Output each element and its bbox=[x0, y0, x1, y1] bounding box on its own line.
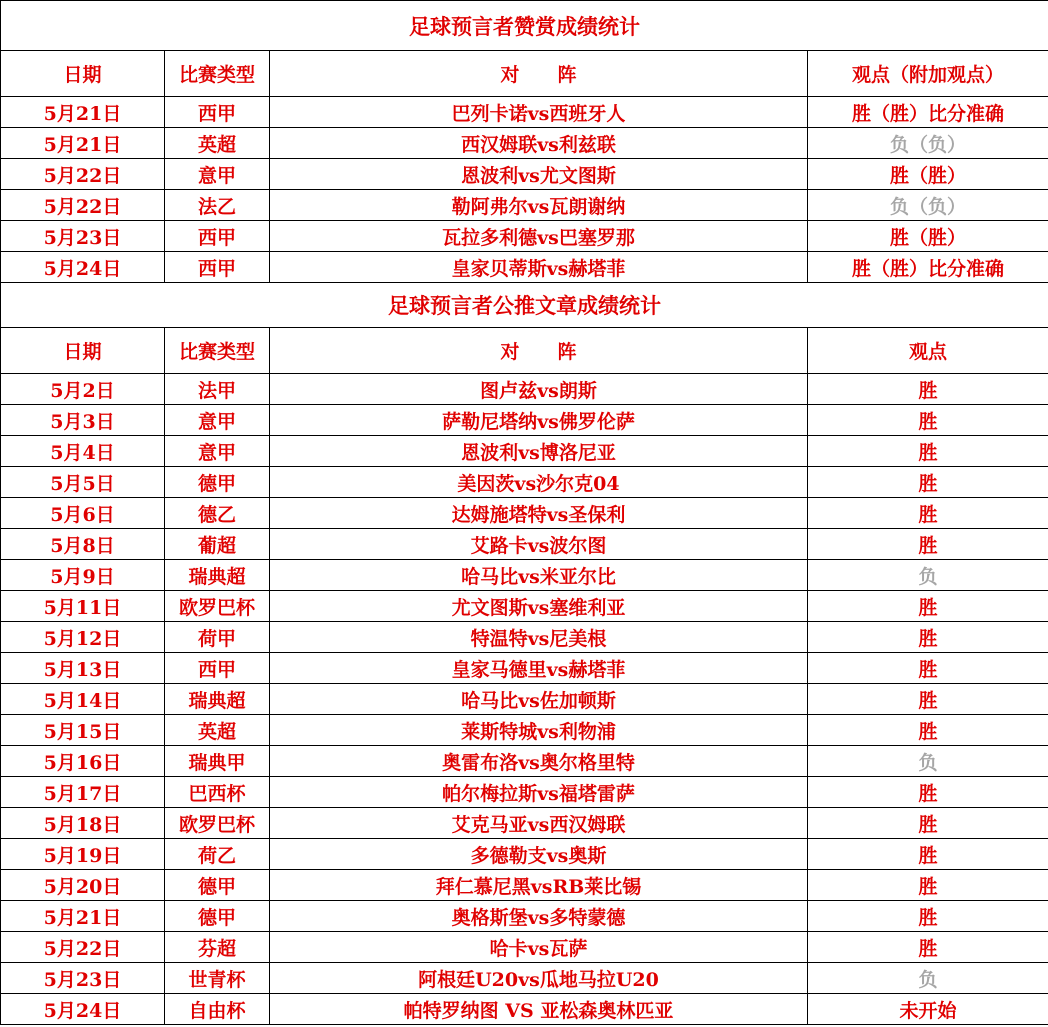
date-cell: 5月21日 bbox=[1, 97, 165, 128]
section2-body bbox=[1, 283, 1048, 374]
match-cell: 达姆施塔特vs圣保利 bbox=[270, 498, 808, 529]
date-cell: 5月17日 bbox=[1, 777, 165, 808]
table-row bbox=[1, 653, 1048, 684]
date-cell: 5月12日 bbox=[1, 622, 165, 653]
header-view: 观点（附加观点） bbox=[808, 51, 1048, 97]
type-cell: 法甲 bbox=[165, 374, 270, 405]
type-cell: 西甲 bbox=[165, 221, 270, 252]
table-row bbox=[1, 684, 1048, 715]
table-row bbox=[1, 808, 1048, 839]
view-cell: 胜 bbox=[808, 374, 1048, 405]
header-type: 比赛类型 bbox=[165, 51, 270, 97]
view-cell: 胜（胜） bbox=[808, 159, 1048, 190]
table-row bbox=[1, 932, 1048, 963]
table-row bbox=[1, 190, 1048, 221]
table-row bbox=[1, 405, 1048, 436]
view-cell: 胜 bbox=[808, 467, 1048, 498]
match-cell: 恩波利vs尤文图斯 bbox=[270, 159, 808, 190]
type-cell: 自由杯 bbox=[165, 994, 270, 1025]
section2-rows bbox=[1, 374, 1048, 1025]
table-row bbox=[1, 159, 1048, 190]
section1-header-row bbox=[1, 51, 1048, 97]
header-view: 观点 bbox=[808, 328, 1048, 374]
date-cell: 5月20日 bbox=[1, 870, 165, 901]
table-row bbox=[1, 252, 1048, 283]
type-cell: 欧罗巴杯 bbox=[165, 591, 270, 622]
view-cell: 负 bbox=[808, 560, 1048, 591]
view-cell: 负（负） bbox=[808, 128, 1048, 159]
date-cell: 5月5日 bbox=[1, 467, 165, 498]
view-cell: 胜 bbox=[808, 684, 1048, 715]
date-cell: 5月16日 bbox=[1, 746, 165, 777]
date-cell: 5月23日 bbox=[1, 221, 165, 252]
type-cell: 欧罗巴杯 bbox=[165, 808, 270, 839]
view-cell: 胜 bbox=[808, 932, 1048, 963]
view-cell: 负 bbox=[808, 963, 1048, 994]
match-cell: 皇家马德里vs赫塔菲 bbox=[270, 653, 808, 684]
type-cell: 西甲 bbox=[165, 252, 270, 283]
view-cell: 胜 bbox=[808, 591, 1048, 622]
view-cell: 胜（胜） bbox=[808, 221, 1048, 252]
type-cell: 德乙 bbox=[165, 498, 270, 529]
table-row bbox=[1, 870, 1048, 901]
table-row bbox=[1, 498, 1048, 529]
type-cell: 世青杯 bbox=[165, 963, 270, 994]
match-cell: 拜仁慕尼黑vsRB莱比锡 bbox=[270, 870, 808, 901]
match-cell: 萨勒尼塔纳vs佛罗伦萨 bbox=[270, 405, 808, 436]
type-cell: 意甲 bbox=[165, 436, 270, 467]
view-cell: 负 bbox=[808, 746, 1048, 777]
match-cell: 帕尔梅拉斯vs福塔雷萨 bbox=[270, 777, 808, 808]
section1-rows bbox=[1, 97, 1048, 283]
date-cell: 5月24日 bbox=[1, 252, 165, 283]
table-row bbox=[1, 221, 1048, 252]
match-cell: 西汉姆联vs利兹联 bbox=[270, 128, 808, 159]
view-cell: 胜 bbox=[808, 808, 1048, 839]
type-cell: 法乙 bbox=[165, 190, 270, 221]
match-cell: 尤文图斯vs塞维利亚 bbox=[270, 591, 808, 622]
date-cell: 5月21日 bbox=[1, 901, 165, 932]
type-cell: 荷乙 bbox=[165, 839, 270, 870]
type-cell: 巴西杯 bbox=[165, 777, 270, 808]
date-cell: 5月22日 bbox=[1, 190, 165, 221]
type-cell: 德甲 bbox=[165, 467, 270, 498]
type-cell: 葡超 bbox=[165, 529, 270, 560]
match-cell: 奥格斯堡vs多特蒙德 bbox=[270, 901, 808, 932]
type-cell: 英超 bbox=[165, 715, 270, 746]
view-cell: 胜（胜）比分准确 bbox=[808, 97, 1048, 128]
match-cell: 巴列卡诺vs西班牙人 bbox=[270, 97, 808, 128]
date-cell: 5月19日 bbox=[1, 839, 165, 870]
section2-header-row bbox=[1, 328, 1048, 374]
type-cell: 瑞典甲 bbox=[165, 746, 270, 777]
view-cell: 胜 bbox=[808, 839, 1048, 870]
date-cell: 5月13日 bbox=[1, 653, 165, 684]
table-row bbox=[1, 839, 1048, 870]
match-cell: 帕特罗纳图 VS 亚松森奥林匹亚 bbox=[270, 994, 808, 1025]
type-cell: 德甲 bbox=[165, 901, 270, 932]
table-row bbox=[1, 436, 1048, 467]
date-cell: 5月18日 bbox=[1, 808, 165, 839]
match-cell: 哈卡vs瓦萨 bbox=[270, 932, 808, 963]
section1-title: 足球预言者赞赏成绩统计 bbox=[1, 1, 1048, 51]
table-row bbox=[1, 467, 1048, 498]
header-match: 对 阵 bbox=[270, 51, 808, 97]
view-cell: 胜 bbox=[808, 529, 1048, 560]
section2-title: 足球预言者公推文章成绩统计 bbox=[1, 283, 1048, 328]
table-row bbox=[1, 994, 1048, 1025]
match-cell: 勒阿弗尔vs瓦朗谢纳 bbox=[270, 190, 808, 221]
table-row bbox=[1, 622, 1048, 653]
date-cell: 5月6日 bbox=[1, 498, 165, 529]
match-cell: 瓦拉多利德vs巴塞罗那 bbox=[270, 221, 808, 252]
match-cell: 莱斯特城vs利物浦 bbox=[270, 715, 808, 746]
view-cell: 胜 bbox=[808, 870, 1048, 901]
type-cell: 意甲 bbox=[165, 159, 270, 190]
match-cell: 哈马比vs佐加顿斯 bbox=[270, 684, 808, 715]
date-cell: 5月21日 bbox=[1, 128, 165, 159]
date-cell: 5月23日 bbox=[1, 963, 165, 994]
table-row bbox=[1, 97, 1048, 128]
match-cell: 美因茨vs沙尔克04 bbox=[270, 467, 808, 498]
type-cell: 瑞典超 bbox=[165, 684, 270, 715]
date-cell: 5月14日 bbox=[1, 684, 165, 715]
view-cell: 胜（胜）比分准确 bbox=[808, 252, 1048, 283]
type-cell: 荷甲 bbox=[165, 622, 270, 653]
table-row bbox=[1, 901, 1048, 932]
view-cell: 胜 bbox=[808, 777, 1048, 808]
header-match: 对 阵 bbox=[270, 328, 808, 374]
view-cell: 胜 bbox=[808, 405, 1048, 436]
header-date: 日期 bbox=[1, 51, 165, 97]
header-date: 日期 bbox=[1, 328, 165, 374]
view-cell: 未开始 bbox=[808, 994, 1048, 1025]
type-cell: 西甲 bbox=[165, 653, 270, 684]
view-cell: 胜 bbox=[808, 715, 1048, 746]
view-cell: 胜 bbox=[808, 901, 1048, 932]
table-row bbox=[1, 374, 1048, 405]
match-cell: 奥雷布洛vs奥尔格里特 bbox=[270, 746, 808, 777]
view-cell: 胜 bbox=[808, 436, 1048, 467]
type-cell: 英超 bbox=[165, 128, 270, 159]
date-cell: 5月2日 bbox=[1, 374, 165, 405]
match-cell: 阿根廷U20vs瓜地马拉U20 bbox=[270, 963, 808, 994]
match-cell: 图卢兹vs朗斯 bbox=[270, 374, 808, 405]
table-row bbox=[1, 591, 1048, 622]
match-cell: 哈马比vs米亚尔比 bbox=[270, 560, 808, 591]
table-row bbox=[1, 963, 1048, 994]
match-cell: 皇家贝蒂斯vs赫塔菲 bbox=[270, 252, 808, 283]
type-cell: 意甲 bbox=[165, 405, 270, 436]
view-cell: 胜 bbox=[808, 622, 1048, 653]
table-row bbox=[1, 746, 1048, 777]
date-cell: 5月9日 bbox=[1, 560, 165, 591]
match-cell: 艾克马亚vs西汉姆联 bbox=[270, 808, 808, 839]
type-cell: 瑞典超 bbox=[165, 560, 270, 591]
type-cell: 芬超 bbox=[165, 932, 270, 963]
view-cell: 胜 bbox=[808, 653, 1048, 684]
section1-body bbox=[1, 1, 1048, 97]
header-type: 比赛类型 bbox=[165, 328, 270, 374]
date-cell: 5月8日 bbox=[1, 529, 165, 560]
date-cell: 5月11日 bbox=[1, 591, 165, 622]
match-cell: 特温特vs尼美根 bbox=[270, 622, 808, 653]
table-row bbox=[1, 529, 1048, 560]
date-cell: 5月22日 bbox=[1, 932, 165, 963]
table-row bbox=[1, 715, 1048, 746]
date-cell: 5月4日 bbox=[1, 436, 165, 467]
match-cell: 多德勒支vs奥斯 bbox=[270, 839, 808, 870]
date-cell: 5月22日 bbox=[1, 159, 165, 190]
table-row bbox=[1, 128, 1048, 159]
view-cell: 胜 bbox=[808, 498, 1048, 529]
date-cell: 5月3日 bbox=[1, 405, 165, 436]
date-cell: 5月24日 bbox=[1, 994, 165, 1025]
table-row bbox=[1, 777, 1048, 808]
match-cell: 艾路卡vs波尔图 bbox=[270, 529, 808, 560]
type-cell: 德甲 bbox=[165, 870, 270, 901]
match-cell: 恩波利vs博洛尼亚 bbox=[270, 436, 808, 467]
table-row bbox=[1, 560, 1048, 591]
type-cell: 西甲 bbox=[165, 97, 270, 128]
date-cell: 5月15日 bbox=[1, 715, 165, 746]
view-cell: 负（负） bbox=[808, 190, 1048, 221]
